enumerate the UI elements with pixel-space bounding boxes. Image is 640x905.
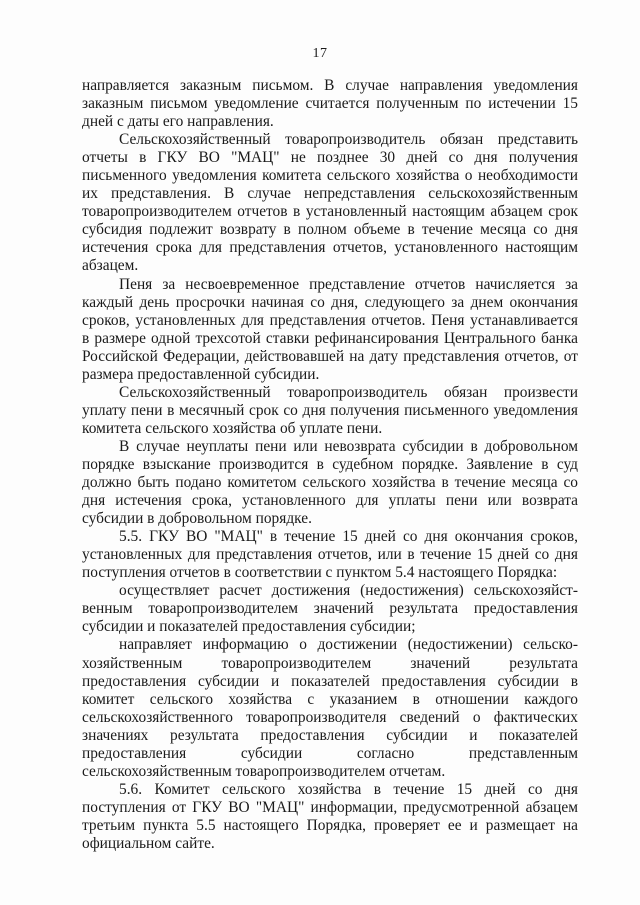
paragraph-continuation: направляется заказным письмом. В случае направления уведомления заказным письмом уведомление считается полученным по истечении 15 дней с даты его направления.: [82, 77, 578, 131]
paragraph-section-5-5-calculation: осуществляет расчет достижения (недостижения) сельскохозяйст-венным товаропроизводителем значений результата предоставления субсидии и показателей предоставления субсидии;: [82, 582, 578, 636]
paragraph-penalty-payment: Сельскохозяйственный товаропроизводитель обязан произвести уплату пени в месячный срок со дня получения письменного уведомления комитета сельского хозяйства об уплате пени.: [82, 383, 578, 437]
paragraph-section-5-6: 5.6. Комитет сельского хозяйства в течение 15 дней со дня поступления от ГКУ ВО "МАЦ" информации, предусмотренной абзацем третьим пункта 5.5 настоящего Порядка, проверяет ее и размещает на официальном сайте.: [82, 780, 578, 852]
paragraph-section-5-5: 5.5. ГКУ ВО "МАЦ" в течение 15 дней со дня окончания сроков, установленных для представления отчетов, или в течение 15 дней со дня поступления отчетов в соответствии с пунктом 5.4 настоящего Порядка:: [82, 528, 578, 582]
paragraph-section-5-5-information: направляет информацию о достижении (недостижении) сельско-хозяйственным товаропроизводителем значений результата предоставления субсидии и показателей предоставления субсидии в комитет сельского хозяйства с указанием в отношении каждого сельскохозяйственного товаропроизводителя сведений о фактических значениях результата предоставления субсидии и показателей предоставления субсидии согласно представленным сельскохозяйственным товаропроизводителем отчетам.: [82, 636, 578, 780]
paragraph-reports-obligation: Сельскохозяйственный товаропроизводитель обязан представить отчеты в ГКУ ВО "МАЦ" не позднее 30 дней со дня получения письменного уведомления комитета сельского хозяйства о необходимости их представления. В случае непредставления сельскохозяйственным товаропроизводителем отчетов в установленный настоящим абзацем срок субсидия подлежит возврату в полном объеме в течение месяца со дня истечения срока для представления отчетов, установленного настоящим абзацем.: [82, 131, 578, 275]
page-number: 17: [312, 46, 328, 61]
document-body: [82, 77, 578, 853]
paragraph-penalty: Пеня за несвоевременное представление отчетов начисляется за каждый день просрочки начиная со дня, следующего за днем окончания сроков, установленных для представления отчетов. Пеня устанавливается в размере одной трехсотой ставки рефинансирования Центрального банка Российской Федерации, действовавшей на дату представления отчетов, от размера предоставленной субсидии.: [82, 275, 578, 383]
paragraph-court-recovery: В случае неуплаты пени или невозврата субсидии в добровольном порядке взыскание производится в судебном порядке. Заявление в суд должно быть подано комитетом сельского хозяйства в течение месяца со дня истечения срока, установленного для уплаты пени или возврата субсидии в добровольном порядке.: [82, 437, 578, 528]
